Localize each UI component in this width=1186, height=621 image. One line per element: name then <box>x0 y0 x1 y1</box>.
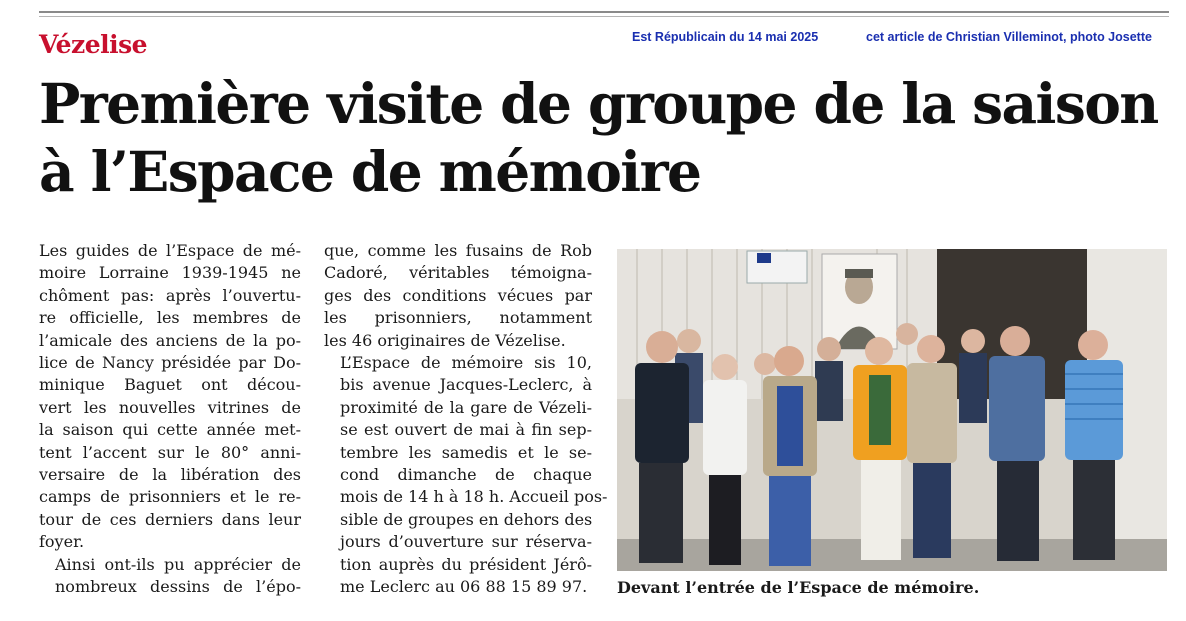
text-line: les 46 originaires de Vézelise. <box>324 330 566 350</box>
paragraph-3 <box>324 240 592 352</box>
text-line: tembre les samedis et le se- <box>340 442 592 462</box>
text-line: Les guides de l’Espace de mé- <box>39 241 301 260</box>
text-line: ges des conditions vécues par <box>324 285 592 305</box>
group-photo <box>617 249 1167 571</box>
text-line: tent l’accent sur le 80° anni- <box>39 442 301 462</box>
source-note: Est Républicain du 14 mai 2025 <box>632 30 819 44</box>
text-line: nombreux dessins de l’épo- <box>55 577 301 597</box>
text-line: re officielle, les membres de <box>39 308 301 328</box>
top-rule <box>39 11 1169 13</box>
paragraph-1 <box>39 240 301 554</box>
text-line: tion auprès du président Jérô- <box>340 554 592 574</box>
text-line: cond dimanche de chaque <box>340 465 592 485</box>
top-rule-thin <box>39 16 1169 17</box>
text-line: vert les nouvelles vitrines de <box>39 397 301 417</box>
text-line: les prisonniers, notamment <box>324 308 592 328</box>
text-line: tour de ces derniers dans leur <box>39 509 301 529</box>
text-line: Ainsi ont-ils pu apprécier de <box>55 554 301 574</box>
text-line: camps de prisonniers et le re- <box>39 487 301 507</box>
text-line: la saison qui cette année met- <box>39 420 301 440</box>
group-photo-illustration <box>617 249 1167 571</box>
text-line: mois de 14 h à 18 h. Accueil pos- <box>340 487 608 507</box>
photo-caption: Devant l’entrée de l’Espace de mémoire. <box>617 578 980 597</box>
text-line: me Leclerc au 06 88 15 89 97. <box>340 577 588 597</box>
text-line: foyer. <box>39 532 85 552</box>
text-line: lice de Nancy présidée par Do- <box>39 353 301 373</box>
article-headline <box>39 70 1169 206</box>
text-line: se est ouvert de mai à fin sep- <box>340 420 592 440</box>
text-line: versaire de la libération des <box>39 465 301 485</box>
section-title: Vézelise <box>39 30 148 59</box>
text-line: bis avenue Jacques-Leclerc, à <box>340 375 592 395</box>
text-line: que, comme les fusains de Rob <box>324 241 592 260</box>
article-column-1 <box>39 240 301 599</box>
headline-line-2: à l’Espace de mémoire <box>39 139 701 204</box>
text-line: jours d’ouverture sur réserva- <box>340 532 592 552</box>
text-line: l’amicale des anciens de la po- <box>39 330 301 350</box>
credit-note: cet article de Christian Villeminot, photo Josette <box>866 30 1152 44</box>
text-line: Cadoré, véritables témoigna- <box>324 263 592 283</box>
text-line: moire Lorraine 1939-1945 ne <box>39 263 301 283</box>
paragraph-4 <box>324 352 608 598</box>
article-column-2 <box>324 240 608 599</box>
text-line: L’Espace de mémoire sis 10, <box>340 353 592 373</box>
text-line: sible de groupes en dehors des <box>340 509 593 529</box>
text-line: chôment pas: après l’ouvertu- <box>39 285 301 305</box>
paragraph-2 <box>39 554 301 599</box>
text-line: proximité de la gare de Vézeli- <box>340 397 592 417</box>
headline-line-1: Première visite de groupe de la saison <box>39 71 1158 136</box>
text-line: minique Baguet ont décou- <box>39 375 301 395</box>
